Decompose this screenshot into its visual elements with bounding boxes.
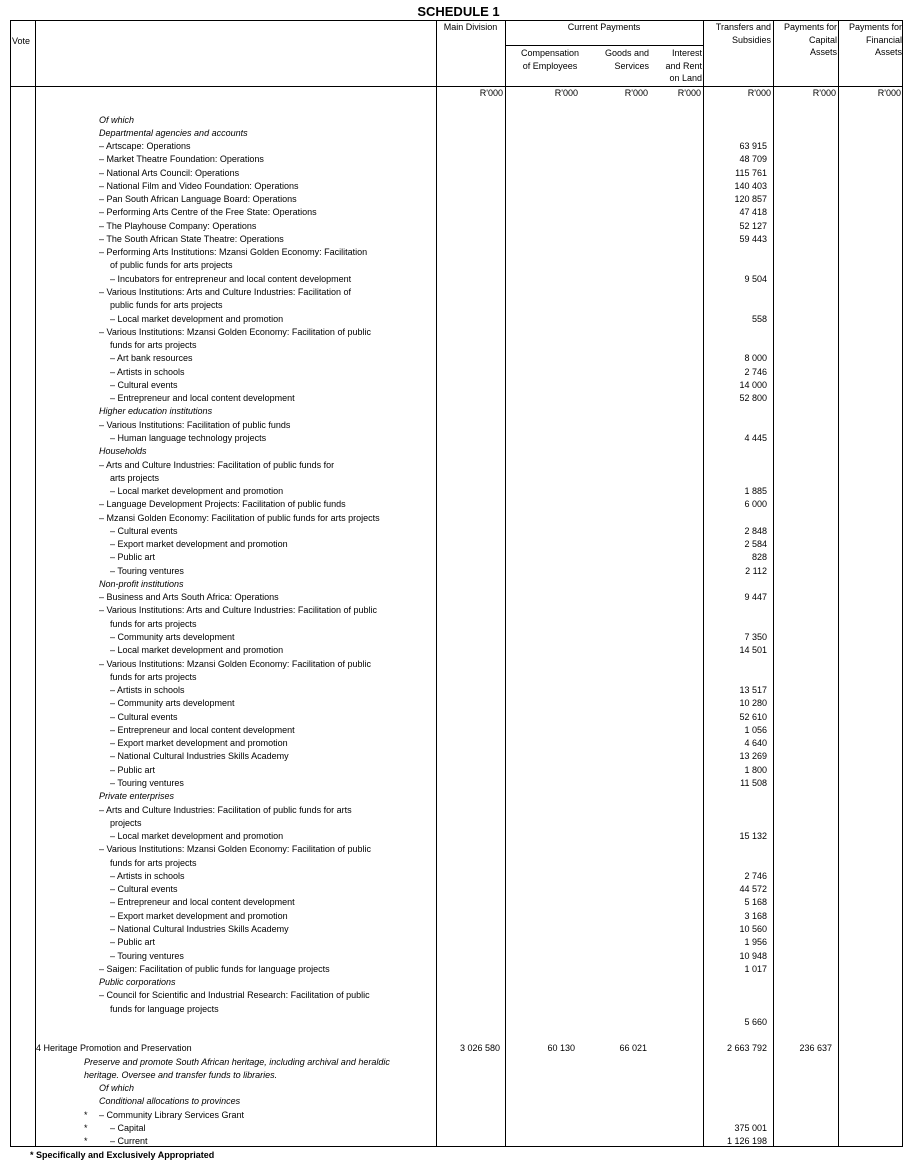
row-description: Departmental agencies and accounts [99, 127, 248, 138]
row-description: – Performing Arts Institutions: Mzansi Golden Economy: Facilitation [99, 247, 368, 258]
table-row [0, 114, 917, 127]
table-row [0, 392, 917, 405]
amount-tr: 63 915 [739, 141, 767, 152]
table-row [0, 830, 917, 843]
schedule-title: SCHEDULE 1 [417, 4, 500, 19]
table-row [0, 379, 917, 392]
table-row [0, 180, 917, 193]
table-row [0, 512, 917, 525]
amount-tr: 1 885 [744, 486, 767, 497]
row-description: public funds for arts projects [110, 300, 223, 311]
table-row [0, 127, 917, 140]
header-financial: Payments for Financial Assets [848, 22, 902, 57]
row-description: – National Arts Council: Operations [99, 167, 240, 178]
row-description: – National Cultural Industries Skills Academy [110, 751, 289, 762]
footnote: * Specifically and Exclusively Appropriated [30, 1150, 215, 1160]
row-description: Public corporations [99, 977, 176, 988]
table-row [0, 498, 917, 511]
table-row [0, 153, 917, 166]
row-description: projects [110, 817, 142, 828]
amount-tr: 2 663 792 [726, 1043, 767, 1054]
amount-tr: 1 126 198 [726, 1136, 767, 1147]
amount-comp: 60 130 [547, 1043, 575, 1054]
amount-tr: 47 418 [739, 207, 767, 218]
table-row [0, 578, 917, 591]
row-description: – Entrepreneur and local content development [110, 897, 295, 908]
amount-tr: 52 610 [739, 711, 767, 722]
amount-tr: 59 443 [739, 233, 767, 244]
units-financial: R'000 [877, 88, 901, 98]
row-description: – Cultural events [110, 711, 178, 722]
table-row [0, 976, 917, 989]
row-description: arts projects [110, 472, 160, 483]
row-description: – Various Institutions: Mzansi Golden Economy: Facilitation of public [99, 844, 371, 855]
table-row [0, 1135, 917, 1148]
amount-tr: 48 709 [739, 154, 767, 165]
row-description: – Export market development and promotion [110, 910, 288, 921]
header-goods: Goods and Services [604, 48, 649, 71]
row-description: – Public art [110, 764, 156, 775]
row-description: – Artists in schools [110, 685, 185, 696]
table-row [0, 193, 917, 206]
amount-tr: 10 280 [739, 698, 767, 709]
table-row [0, 273, 917, 286]
header-interest: Interest and Rent on Land [665, 48, 702, 83]
table-row [0, 1122, 917, 1135]
row-description: – Language Development Projects: Facilitation of public funds [99, 499, 346, 510]
row-description: – Arts and Culture Industries: Facilitation of public funds for arts [99, 804, 352, 815]
table-row [0, 817, 917, 830]
row-description: – Local market development and promotion [110, 831, 284, 842]
amount-tr: 6 000 [744, 499, 767, 510]
row-description: – Capital [110, 1123, 146, 1134]
table-row [0, 326, 917, 339]
amount-tr: 1 956 [744, 937, 767, 948]
table-row [0, 724, 917, 737]
table-row [0, 684, 917, 697]
row-description: – Cultural events [110, 525, 178, 536]
amount-tr: 1 800 [744, 764, 767, 775]
units-capital: R'000 [812, 88, 836, 98]
row-description: Private enterprises [99, 791, 175, 802]
header-current-payments: Current Payments [567, 22, 641, 32]
row-description: – Community arts development [110, 698, 235, 709]
amount-tr: 140 403 [734, 180, 767, 191]
amount-tr: 4 640 [744, 738, 767, 749]
row-description: – Cultural events [110, 379, 178, 390]
amount-tr: 5 168 [744, 897, 767, 908]
units-goods: R'000 [624, 88, 648, 98]
amount-tr: 9 504 [744, 273, 767, 284]
row-description: – Touring ventures [110, 565, 184, 576]
amount-cap: 236 637 [799, 1043, 832, 1054]
table-row [0, 206, 917, 219]
row-description: – Artists in schools [110, 870, 185, 881]
row-description: – Entrepreneur and local content development [110, 724, 295, 735]
table-row [0, 259, 917, 272]
header-main-division: Main Division [443, 22, 498, 32]
table-row [0, 1042, 917, 1055]
table-row [0, 870, 917, 883]
row-description: Households [99, 446, 147, 457]
row-description: – Business and Arts South Africa: Operations [99, 592, 279, 603]
row-description: funds for arts projects [110, 857, 197, 868]
row-description: – Local market development and promotion [110, 486, 284, 497]
table-row [0, 525, 917, 538]
table-row [0, 352, 917, 365]
amount-tr: 1 056 [744, 724, 767, 735]
amount-tr: 2 584 [744, 539, 767, 550]
table-row [0, 923, 917, 936]
amount-tr: 2 746 [744, 870, 767, 881]
row-description: – Arts and Culture Industries: Facilitation of public funds for [99, 459, 335, 470]
amount-tr: 120 857 [734, 194, 767, 205]
row-description: – Export market development and promotion [110, 738, 288, 749]
row-description: – Export market development and promotion [110, 539, 288, 550]
table-row [0, 950, 917, 963]
row-asterisk: * [84, 1109, 88, 1120]
amount-tr: 52 127 [739, 220, 767, 231]
table-row [0, 711, 917, 724]
row-description: – Pan South African Language Board: Operations [99, 194, 297, 205]
table-row [0, 804, 917, 817]
row-description: – Various Institutions: Arts and Culture Industries: Facilitation of [99, 287, 351, 297]
row-description: Conditional allocations to provinces [99, 1096, 241, 1107]
table-row [0, 1069, 917, 1082]
table-row [0, 936, 917, 949]
table-row [0, 750, 917, 763]
row-description: – Incubators for entrepreneur and local content development [110, 273, 352, 284]
amount-tr: 828 [751, 552, 767, 563]
row-asterisk: * [84, 1136, 88, 1147]
table-row [0, 1109, 917, 1122]
amount-tr: 13 517 [739, 685, 767, 696]
table-row [0, 910, 917, 923]
table-row [0, 246, 917, 259]
table-row [0, 644, 917, 657]
row-description: – Touring ventures [110, 950, 184, 961]
table-row [0, 658, 917, 671]
table-row [0, 1016, 917, 1029]
table-row [0, 843, 917, 856]
row-description: Preserve and promote South African heritage, including archival and heraldic [84, 1056, 390, 1067]
row-description: funds for arts projects [110, 671, 197, 682]
table-row [0, 1029, 917, 1042]
amount-goods: 66 021 [619, 1043, 647, 1054]
amount-md: 3 026 580 [459, 1043, 500, 1054]
table-row [0, 697, 917, 710]
amount-tr: 11 508 [740, 778, 767, 788]
row-description: funds for language projects [110, 1003, 219, 1014]
table-row [0, 485, 917, 498]
row-description: – Touring ventures [110, 778, 184, 788]
table-row [0, 339, 917, 352]
header-transfers: Transfers and Subsidies [715, 22, 771, 45]
table-row [0, 472, 917, 485]
table-row [0, 1095, 917, 1108]
table-row [0, 565, 917, 578]
table-row [0, 1056, 917, 1069]
table-row [0, 896, 917, 909]
table-row [0, 459, 917, 472]
row-description: – Various Institutions: Mzansi Golden Economy: Facilitation of public [99, 658, 371, 669]
amount-tr: 375 001 [734, 1123, 767, 1134]
row-description: – Saigen: Facilitation of public funds for language projects [99, 963, 330, 974]
header-compensation: Compensation of Employees [520, 48, 580, 71]
row-description: funds for arts projects [110, 340, 197, 351]
table-row [0, 671, 917, 684]
table-row [0, 1082, 917, 1095]
amount-tr: 8 000 [744, 353, 767, 364]
table-row [0, 604, 917, 617]
row-description: – Market Theatre Foundation: Operations [99, 154, 264, 165]
amount-tr: 7 350 [744, 632, 767, 643]
row-description: – Artscape: Operations [99, 141, 191, 152]
table-row [0, 419, 917, 432]
table-row [0, 432, 917, 445]
amount-tr: 9 447 [744, 592, 767, 603]
header-rule [505, 45, 703, 46]
table-row [0, 790, 917, 803]
header-vote: Vote [12, 36, 31, 46]
row-description: – National Film and Video Foundation: Operations [99, 180, 299, 191]
table-row [0, 989, 917, 1002]
row-description: – Council for Scientific and Industrial Research: Facilitation of public [99, 990, 370, 1001]
amount-tr: 115 761 [735, 167, 767, 178]
table-row [0, 551, 917, 564]
row-description: – Current [110, 1136, 148, 1147]
row-description: – National Cultural Industries Skills Academy [110, 923, 289, 934]
row-description: Of which [99, 1083, 135, 1094]
table-row [0, 618, 917, 631]
row-description: – Various Institutions: Arts and Culture Industries: Facilitation of public [99, 605, 377, 616]
table-row [0, 313, 917, 326]
amount-tr: 2 746 [744, 366, 767, 377]
row-description: funds for arts projects [110, 618, 197, 629]
table-row [0, 777, 917, 790]
header-rule [10, 86, 903, 87]
table-row [0, 963, 917, 976]
amount-tr: 558 [751, 313, 767, 324]
amount-tr: 2 848 [744, 525, 767, 536]
row-description: – The South African State Theatre: Operations [99, 233, 284, 244]
table-row [0, 883, 917, 896]
row-description: – Community Library Services Grant [99, 1109, 245, 1120]
amount-tr: 10 560 [739, 923, 767, 934]
row-description: – Local market development and promotion [110, 313, 284, 324]
table-row [0, 167, 917, 180]
table-row [0, 631, 917, 644]
row-description: 4 Heritage Promotion and Preservation [36, 1043, 192, 1054]
amount-tr: 4 445 [744, 432, 767, 443]
row-description: – Public art [110, 937, 156, 948]
row-description: of public funds for arts projects [110, 260, 233, 271]
row-description: – Art bank resources [110, 353, 193, 364]
amount-tr: 14 501 [739, 645, 767, 656]
table-row [0, 591, 917, 604]
row-asterisk: * [84, 1123, 88, 1134]
row-description: – Entrepreneur and local content development [110, 393, 295, 404]
table-row [0, 538, 917, 551]
header-capital: Payments for Capital Assets [783, 22, 837, 57]
row-description: – Mzansi Golden Economy: Facilitation of public funds for arts projects [99, 512, 380, 523]
row-description: – Cultural events [110, 884, 178, 895]
amount-tr: 44 572 [739, 884, 767, 895]
row-description: – Artists in schools [110, 366, 185, 377]
amount-tr: 5 660 [744, 1016, 767, 1027]
row-description: Non-profit institutions [99, 578, 184, 589]
amount-tr: 1 017 [744, 963, 767, 974]
amount-tr: 15 132 [739, 831, 767, 842]
row-description: – Human language technology projects [110, 432, 267, 443]
row-description: – Various Institutions: Mzansi Golden Economy: Facilitation of public [99, 326, 371, 337]
table-row [0, 140, 917, 153]
table-row [0, 1003, 917, 1016]
row-description: – Local market development and promotion [110, 645, 284, 656]
row-description: – Community arts development [110, 632, 235, 643]
row-description: Higher education institutions [99, 406, 213, 417]
row-description: Of which [99, 114, 135, 125]
table-row [0, 737, 917, 750]
amount-tr: 3 168 [744, 910, 767, 921]
table-row [0, 233, 917, 246]
amount-tr: 10 948 [739, 950, 767, 961]
table-row [0, 857, 917, 870]
row-description: heritage. Oversee and transfer funds to libraries. [84, 1069, 278, 1080]
table-row [0, 220, 917, 233]
amount-tr: 13 269 [739, 751, 767, 762]
row-description: – Public art [110, 552, 156, 563]
table-row [0, 299, 917, 312]
table-row [0, 286, 917, 299]
units-transfers: R'000 [747, 88, 771, 98]
units-main: R'000 [479, 88, 503, 98]
table-row [0, 405, 917, 418]
table-row [0, 445, 917, 458]
row-description: – The Playhouse Company: Operations [99, 220, 257, 231]
amount-tr: 14 000 [739, 379, 767, 390]
amount-tr: 2 112 [745, 565, 767, 576]
amount-tr: 52 800 [739, 393, 767, 404]
table-row [0, 366, 917, 379]
table-row [0, 764, 917, 777]
row-description: – Performing Arts Centre of the Free State: Operations [99, 207, 317, 218]
row-description: – Various Institutions: Facilitation of public funds [99, 419, 291, 430]
units-interest: R'000 [677, 88, 701, 98]
units-comp: R'000 [554, 88, 578, 98]
